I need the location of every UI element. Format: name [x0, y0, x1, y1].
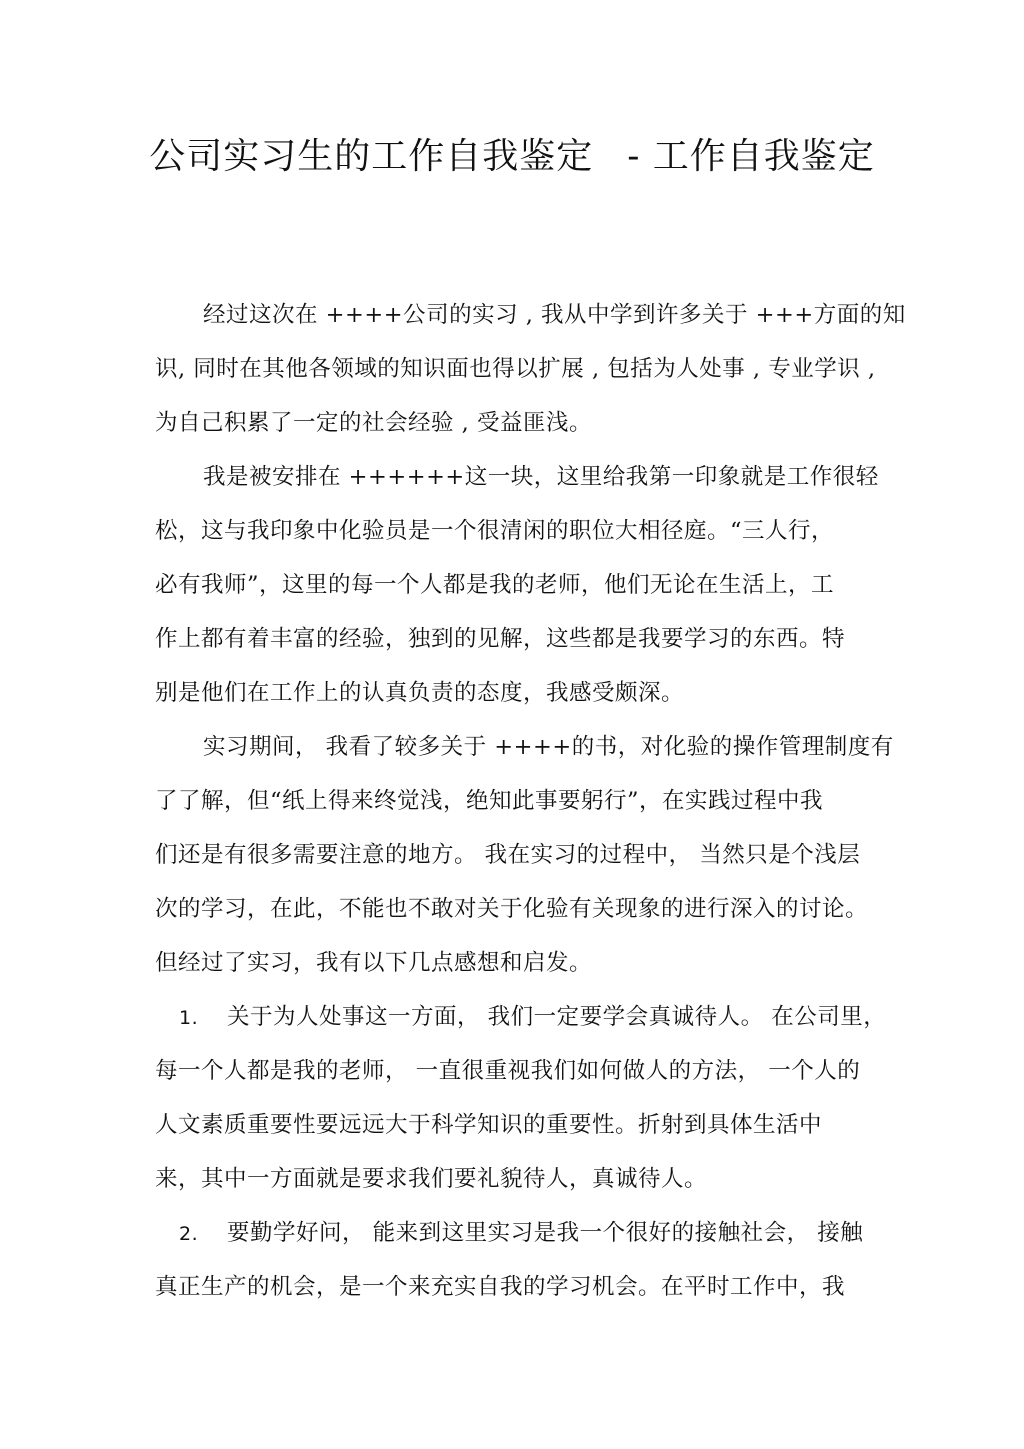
text-line: 实习期间， 我看了较多关于 ++++的书，对化验的操作管理制度有	[203, 734, 894, 760]
list-item-1	[155, 994, 887, 1210]
text-line: 为自己积累了一定的社会经验 , 受益匪浅。	[155, 410, 592, 436]
text-line: 关于为人处事这一方面， 我们一定要学会真诚待人。 在公司里，	[227, 1004, 887, 1030]
text-line: 来，其中一方面就是要求我们要礼貌待人，真诚待人。	[155, 1166, 708, 1192]
title-main: 公司实习生的工作自我鉴定	[149, 136, 594, 177]
text-line: 了了解，但“纸上得来终觉浅，绝知此事要躬行”，在实践过程中我	[155, 788, 824, 814]
document-body	[155, 292, 906, 1318]
text-line: 次的学习，在此，不能也不敢对关于化验有关现象的进行深入的讨论。	[155, 896, 869, 922]
list-number: 2.	[179, 1223, 199, 1245]
text-line: 松，这与我印象中化验员是一个很清闲的职位大相径庭。“三人行，	[155, 518, 835, 544]
paragraph-2	[155, 454, 879, 724]
text-line: 我是被安排在 ++++++这一块，这里给我第一印象就是工作很轻	[203, 464, 879, 490]
text-line: 识, 同时在其他各领域的知识面也得以扩展 , 包括为人处事 , 专业学识 ,	[155, 356, 876, 382]
text-line: 要勤学好问， 能来到这里实习是我一个很好的接触社会， 接触	[227, 1220, 864, 1246]
text-line: 作上都有着丰富的经验，独到的见解，这些都是我要学习的东西。特	[155, 626, 846, 652]
paragraph-1	[155, 292, 906, 454]
text-line: 但经过了实习，我有以下几点感想和启发。	[155, 950, 593, 976]
text-line: 每一个人都是我的老师， 一直很重视我们如何做人的方法， 一个人的	[155, 1058, 861, 1084]
paragraph-3	[155, 724, 894, 994]
text-line: 人文素质重要性要远远大于科学知识的重要性。折射到具体生活中	[155, 1112, 823, 1138]
title-sub: - 工作自我鉴定	[627, 136, 875, 177]
list-number: 1.	[179, 1007, 199, 1029]
text-line: 别是他们在工作上的认真负责的态度，我感受颇深。	[155, 680, 685, 706]
list-item-2	[155, 1210, 875, 1318]
page-title	[0, 128, 1024, 179]
text-line: 们还是有很多需要注意的地方。 我在实习的过程中， 当然只是个浅层	[155, 842, 861, 868]
text-line: 真正生产的机会，是一个来充实自我的学习机会。在平时工作中，我	[155, 1274, 846, 1300]
text-line: 经过这次在 ++++公司的实习 , 我从中学到许多关于 +++方面的知	[203, 302, 906, 328]
text-line: 必有我师”，这里的每一个人都是我的老师，他们无论在生活上，工	[155, 572, 835, 598]
